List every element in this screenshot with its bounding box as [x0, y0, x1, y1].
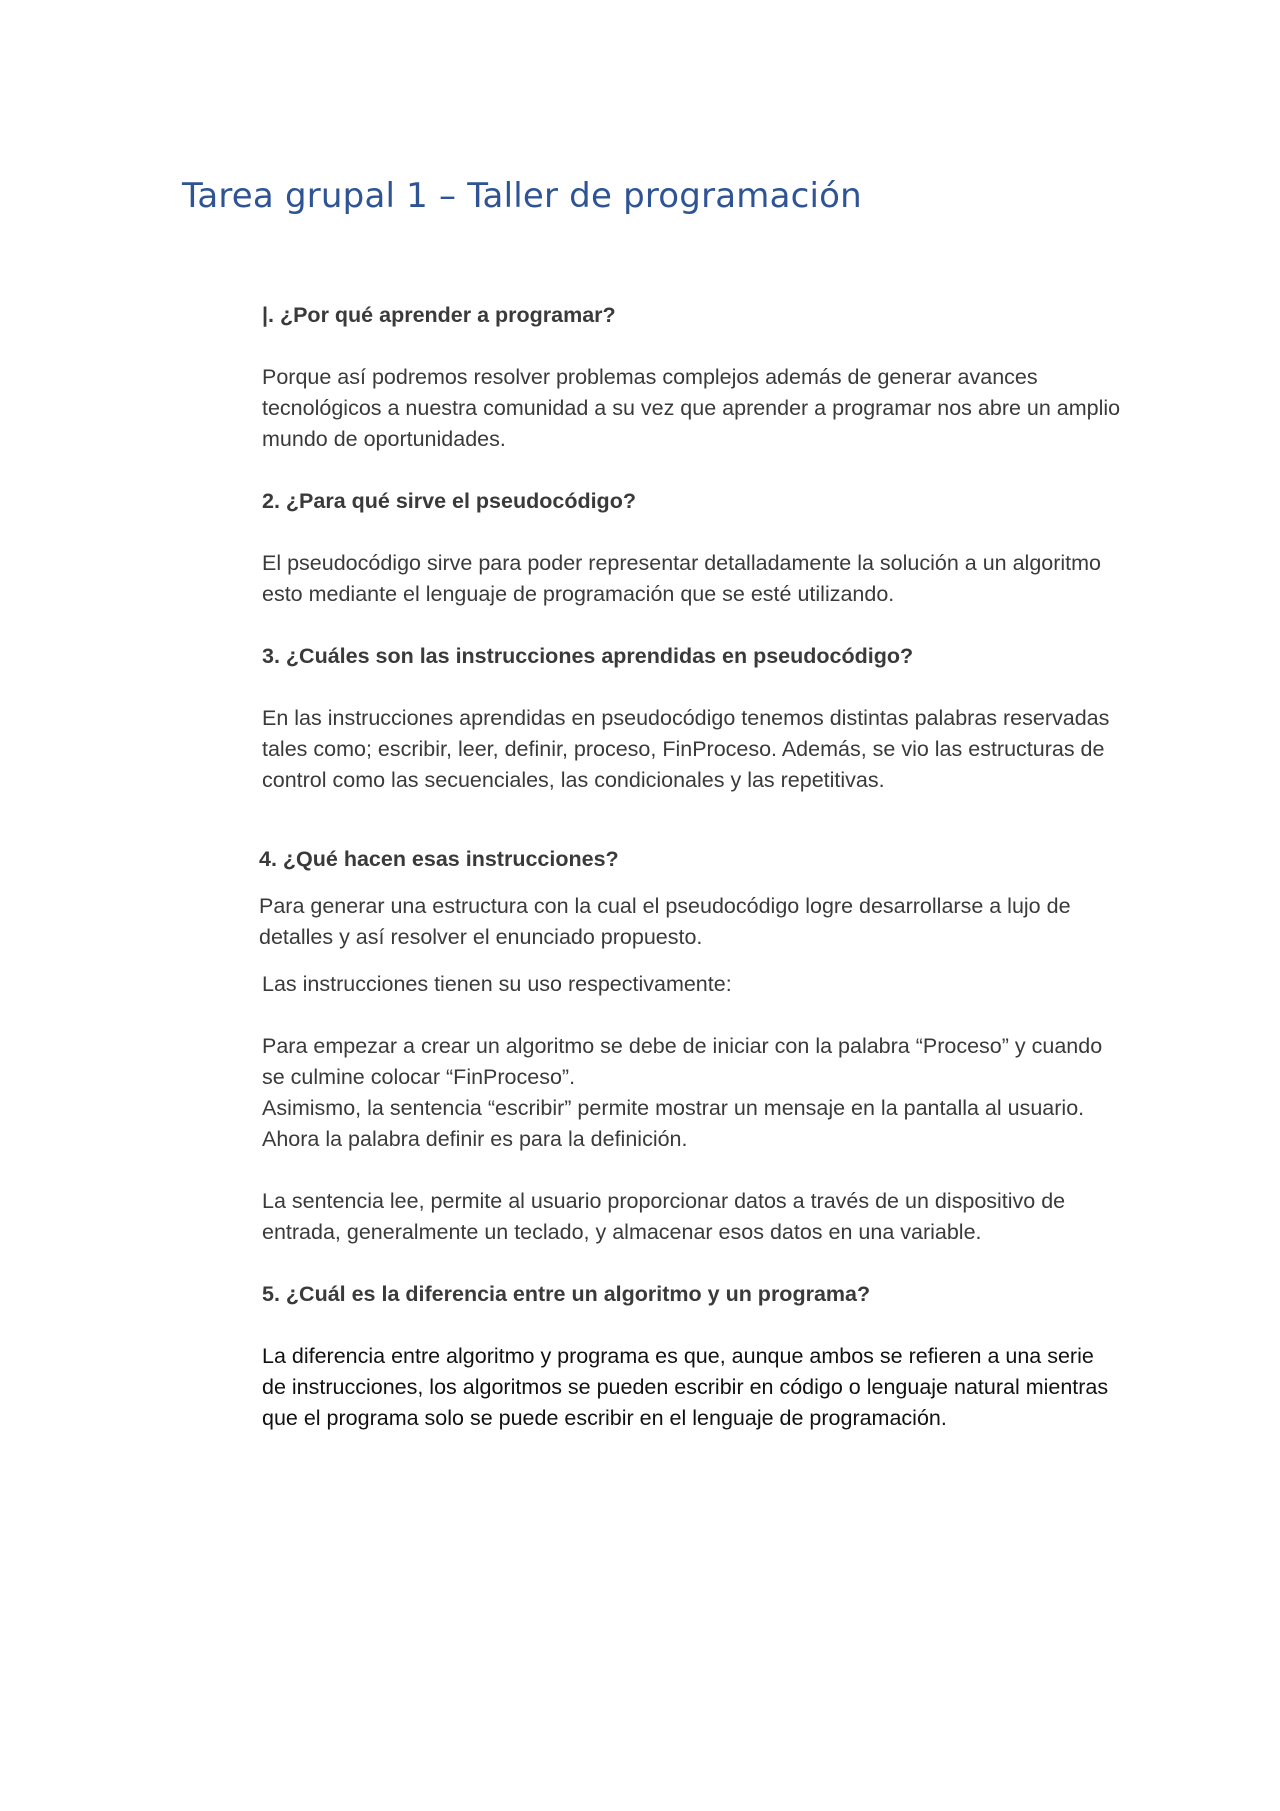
question-2: 2. ¿Para qué sirve el pseudocódigo? [262, 489, 636, 513]
question-4: 4. ¿Qué hacen esas instrucciones? [259, 847, 619, 871]
question-5: 5. ¿Cuál es la diferencia entre un algoritmo y un programa? [262, 1282, 871, 1306]
answer-4-paragraph-3: Para empezar a crear un algoritmo se debe de iniciar con la palabra “Proceso” y cuando se culmine colocar “FinProceso”. [262, 1034, 1103, 1089]
answer-4-paragraph-4: Asimismo, la sentencia “escribir” permite mostrar un mensaje en la pantalla al usuario. Ahora la palabra definir es para la definición. [262, 1096, 1085, 1151]
answer-3: En las instrucciones aprendidas en pseudocódigo tenemos distintas palabras reservadas tales como; escribir, leer, definir, proceso, FinProceso. Además, se vio las estructuras de control como las secuenciales, las condicionales y las repetitivas. [262, 706, 1110, 792]
answer-5: La diferencia entre algoritmo y programa es que, aunque ambos se refieren a una serie de instrucciones, los algoritmos se pueden escribir en código o lenguaje natural mientras que el programa solo se puede escribir en el lenguaje de programación. [262, 1344, 1109, 1430]
answer-4-paragraph-2: Las instrucciones tienen su uso respectivamente: [262, 972, 732, 996]
document-body [259, 300, 1122, 1434]
answer-1: Porque así podremos resolver problemas complejos además de generar avances tecnológicos a nuestra comunidad a su vez que aprender a programar nos abre un amplio mundo de oportunidades. [262, 365, 1121, 451]
page-title: Tarea grupal 1 – Taller de programación [182, 176, 862, 216]
answer-2: El pseudocódigo sirve para poder representar detalladamente la solución a un algoritmo esto mediante el lenguaje de programación que se esté utilizando. [262, 551, 1102, 606]
question-1: |. ¿Por qué aprender a programar? [262, 303, 616, 327]
question-3: 3. ¿Cuáles son las instrucciones aprendidas en pseudocódigo? [262, 644, 914, 668]
answer-4-paragraph-5: La sentencia lee, permite al usuario proporcionar datos a través de un dispositivo de entrada, generalmente un teclado, y almacenar esos datos en una variable. [262, 1189, 1066, 1244]
answer-4-paragraph-1: Para generar una estructura con la cual el pseudocódigo logre desarrollarse a lujo de detalles y así resolver el enunciado propuesto. [259, 894, 1071, 949]
